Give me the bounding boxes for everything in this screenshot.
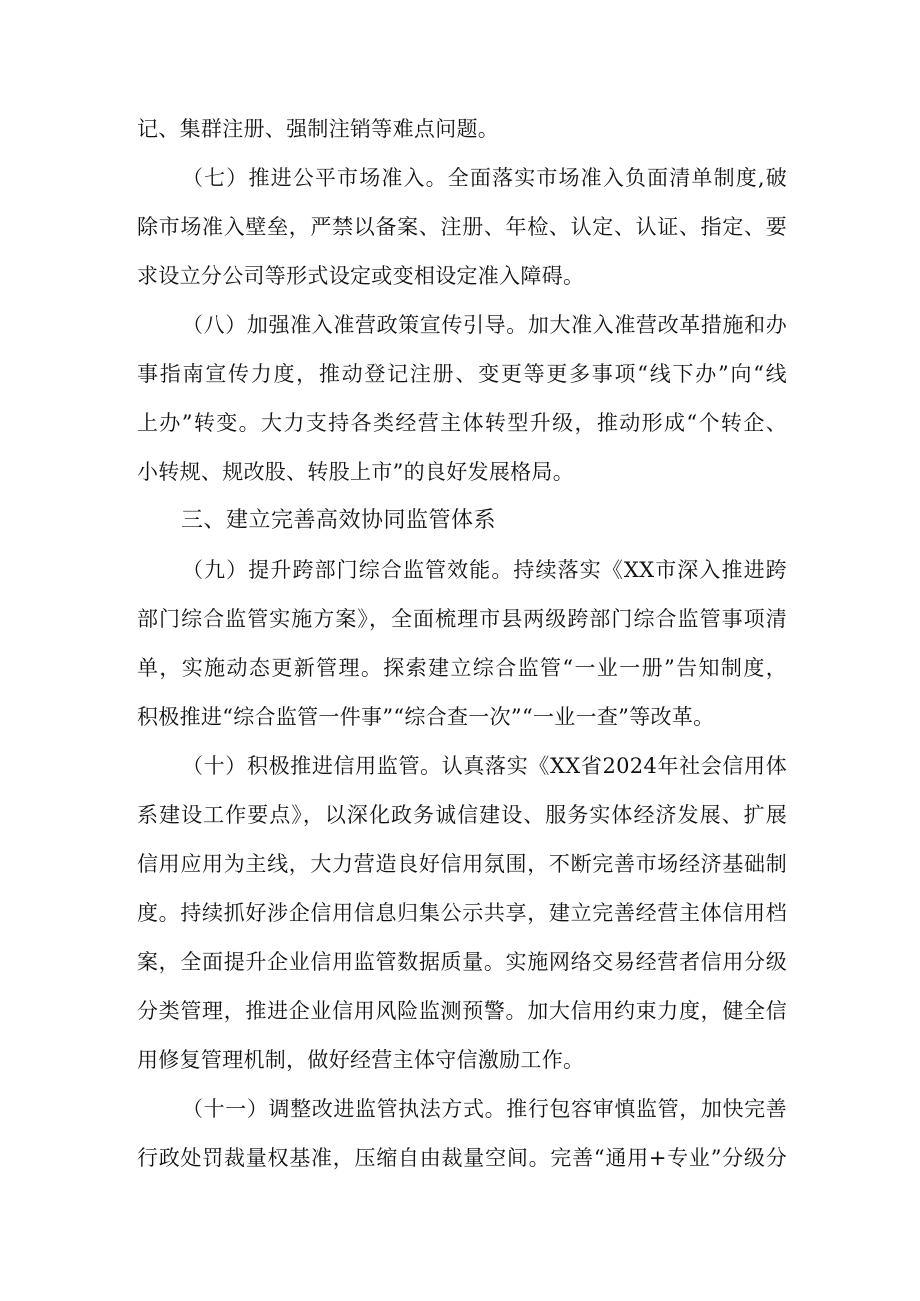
paragraph-line: 系建设工作要点》，以深化政务诚信建设、服务实体经济发展、扩展 [137, 803, 787, 827]
paragraph-line: 案，全面提升企业信用监管数据质量。实施网络交易经营者信用分级 [137, 950, 787, 974]
paragraph-line: （十一）调整改进监管执法方式。推行包容审慎监管，加快完善 [182, 1097, 787, 1121]
paragraph-line: 分类管理，推进企业信用风险监测预警。加大信用约束力度，健全信 [137, 999, 787, 1023]
paragraph-line: 行政处罚裁量权基准，压缩自由裁量空间。完善“通用+专业”分级分 [137, 1146, 787, 1170]
paragraph-line: 信用应用为主线，大力营造良好信用氛围，不断完善市场经济基础制 [137, 852, 787, 876]
paragraph-line: 用修复管理机制，做好经营主体守信激励工作。 [137, 1048, 585, 1072]
paragraph-line: 上办”转变。大力支持各类经营主体转型升级，推动形成“个转企、 [137, 411, 787, 435]
paragraph-line: 除市场准入壁垒，严禁以备案、注册、年检、认定、认证、指定、要 [137, 215, 787, 239]
paragraph-line: （十）积极推进信用监管。认真落实《XX省2024年社会信用体 [182, 754, 787, 778]
paragraph-line: 单，实施动态更新管理。探索建立综合监管“一业一册”告知制度， [137, 656, 787, 680]
paragraph-line: 部门综合监管实施方案》，全面梳理市县两级跨部门综合监管事项清 [137, 607, 787, 631]
paragraph-line: 求设立分公司等形式设定或变相设定准入障碍。 [137, 264, 585, 288]
paragraph-line: 小转规、规改股、转股上市”的良好发展格局。 [137, 460, 575, 484]
paragraph-line: 度。持续抓好涉企信用信息归集公示共享，建立完善经营主体信用档 [137, 901, 787, 925]
paragraph-line: 记、集群注册、强制注销等难点问题。 [137, 117, 500, 141]
paragraph-line: （九）提升跨部门综合监管效能。持续落实《XX市深入推进跨 [182, 558, 787, 582]
paragraph-line: （七）推进公平市场准入。全面落实市场准入负面清单制度,破 [182, 166, 787, 190]
paragraph-line: 积极推进“综合监管一件事”“综合查一次”“一业一查”等改革。 [137, 705, 715, 729]
section-heading: 三、建立完善高效协同监管体系 [181, 508, 497, 533]
paragraph-line: （八）加强准入准营政策宣传引导。加大准入准营改革措施和办 [182, 313, 787, 337]
paragraph-line: 事指南宣传力度，推动登记注册、变更等更多事项“线下办”向“线 [137, 362, 787, 386]
